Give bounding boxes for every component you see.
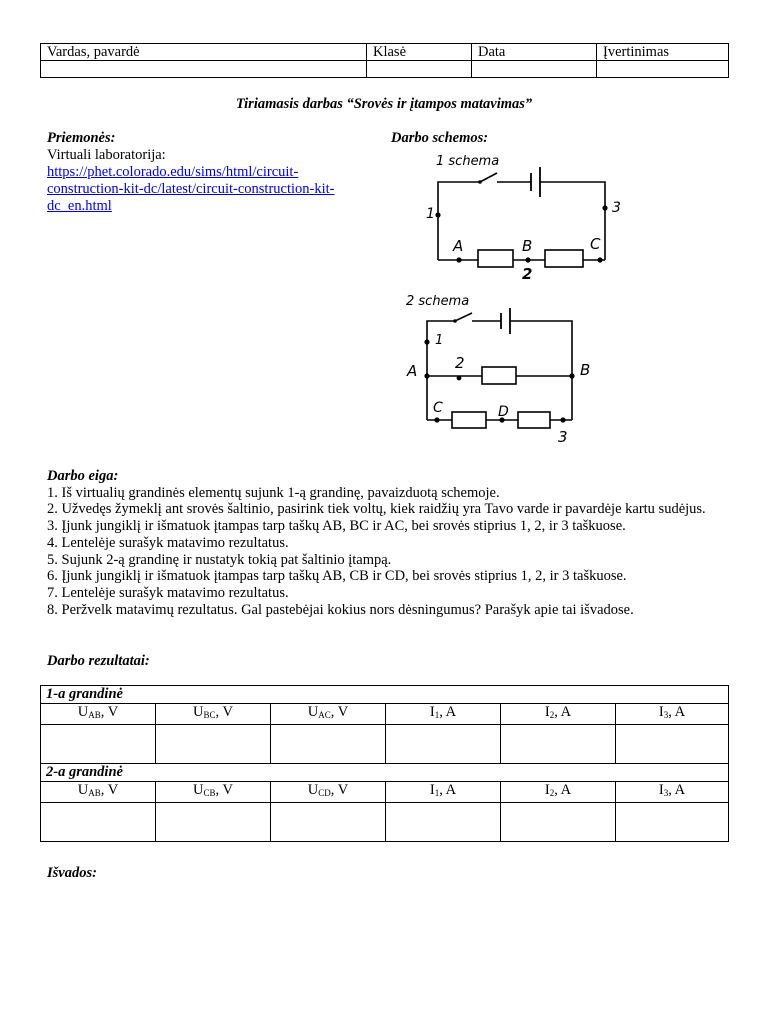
equipment-heading: Priemonės: — [47, 130, 116, 146]
table2-value-cell[interactable] — [501, 803, 616, 842]
procedure-step-7: 7. Lentelėje surašyk matavimo rezultatus. — [47, 584, 289, 601]
results-heading: Darbo rezultatai: — [47, 653, 150, 669]
scheme1-point-3: 3 — [612, 200, 621, 216]
table1-title: 1-a grandinė — [41, 686, 729, 704]
table2-header-i1: $I_1$, A — [386, 782, 501, 803]
equipment-section — [47, 130, 367, 215]
name-header: Vardas, pavardė — [41, 44, 367, 61]
phet-link-line-3: dc_en.html — [47, 198, 112, 214]
table1-value-cell[interactable] — [156, 725, 271, 764]
table2-header-ucd: $U_{CD}$, V — [271, 782, 386, 803]
table1-value-cell[interactable] — [501, 725, 616, 764]
table2-header-ucb: $U_{CB}$, V — [156, 782, 271, 803]
table2-header-row — [41, 782, 729, 803]
grade-header: Įvertinimas — [597, 44, 729, 61]
results-table — [40, 685, 729, 842]
phet-link-line-2: construction-kit-dc/latest/circuit-construction-kit- — [47, 181, 335, 197]
table2-value-cell[interactable] — [271, 803, 386, 842]
procedure-step-5: 5. Sujunk 2-ą grandinę ir nustatyk tokią pat šaltinio įtampą. — [47, 551, 392, 568]
scheme2-point-1: 1 — [435, 333, 444, 348]
table1-value-cell[interactable] — [41, 725, 156, 764]
scheme1-point-A: A — [453, 237, 464, 255]
phet-link[interactable] — [47, 164, 335, 214]
procedure-step-3: 3. Įjunk jungiklį ir išmatuok įtampas tarp taškų AB, BC ir AC, bei srovės stiprius 1, 2, ir 3 taškuose. — [47, 518, 626, 535]
scheme1-point-2: 2 — [522, 265, 533, 283]
class-header: Klasė — [367, 44, 472, 61]
procedure-section — [47, 468, 720, 618]
table2-value-cell[interactable] — [616, 803, 729, 842]
table2-value-row — [41, 803, 729, 842]
schemes-heading: Darbo schemos: — [391, 130, 489, 146]
scheme2-point-2: 2 — [455, 354, 465, 372]
equipment-intro: Virtuali laboratorija: — [47, 147, 166, 163]
scheme1-point-1: 1 — [426, 206, 435, 222]
student-info-table — [40, 43, 729, 78]
class-cell[interactable] — [367, 61, 472, 78]
date-header: Data — [472, 44, 597, 61]
scheme2-point-C: C — [433, 400, 443, 416]
scheme2-point-B: B — [580, 361, 591, 379]
scheme2-point-A: A — [407, 362, 418, 380]
procedure-step-2: 2. Užvedęs žymeklį ant srovės šaltinio, pasirink tiek voltų, kiek raidžių yra Tavo varde ir pavardėje kartu sudėjus. — [47, 501, 706, 518]
conclusions-heading: Išvados: — [47, 865, 97, 881]
table1-value-cell[interactable] — [386, 725, 501, 764]
scheme2-point-D: D — [498, 404, 509, 420]
phet-link-line-1: https://phet.colorado.edu/sims/html/circuit- — [47, 164, 299, 180]
scheme1-title: 1 schema — [436, 154, 500, 169]
table2-value-cell[interactable] — [41, 803, 156, 842]
procedure-step-6: 6. Įjunk jungiklį ir išmatuok įtampas tarp taškų AB, CB ir CD, bei srovės stiprius 1, 2, ir 3 taškuose. — [47, 568, 627, 585]
procedure-step-8: 8. Peržvelk matavimų rezultatus. Gal pastebėjai kokius nors dėsningumus? Parašyk apie tai išvadose. — [47, 601, 634, 618]
circuit-diagram-2 — [400, 290, 650, 450]
circuit-diagram-1 — [400, 145, 650, 285]
table2-value-cell[interactable] — [156, 803, 271, 842]
name-cell[interactable] — [41, 61, 367, 78]
student-info-input-row — [41, 61, 729, 78]
table2-value-cell[interactable] — [386, 803, 501, 842]
table1-header-uab: $U_{AB}$, V — [41, 704, 156, 725]
table2-header-i3: $I_3$, A — [616, 782, 729, 803]
scheme1-point-B: B — [522, 237, 533, 255]
page-title: Tiriamasis darbas “Srovės ir įtampos matavimas” — [235, 96, 533, 112]
table2-title: 2-a grandinė — [41, 764, 729, 782]
date-cell[interactable] — [472, 61, 597, 78]
table1-header-uac: $U_{AC}$, V — [271, 704, 386, 725]
table1-value-cell[interactable] — [271, 725, 386, 764]
scheme2-point-3: 3 — [558, 428, 568, 446]
table1-header-row — [41, 704, 729, 725]
scheme1-point-C: C — [590, 235, 601, 253]
table2-header-i2: $I_2$, A — [501, 782, 616, 803]
procedure-step-4: 4. Lentelėje surašyk matavimo rezultatus. — [47, 534, 289, 551]
table1-value-cell[interactable] — [616, 725, 729, 764]
procedure-step-1: 1. Iš virtualių grandinės elementų sujunk 1-ą grandinę, pavaizduotą schemoje. — [47, 484, 500, 501]
table1-header-ubc: $U_{BC}$, V — [156, 704, 271, 725]
table2-title-row — [41, 764, 729, 782]
procedure-heading: Darbo eiga: — [47, 468, 119, 484]
table1-value-row — [41, 725, 729, 764]
table1-title-row — [41, 686, 729, 704]
scheme2-title: 2 schema — [406, 294, 470, 309]
table1-header-i3: $I_3$, A — [616, 704, 729, 725]
student-info-header-row — [41, 44, 729, 61]
table2-header-uab: $U_{AB}$, V — [41, 782, 156, 803]
table1-header-i2: $I_2$, A — [501, 704, 616, 725]
table1-header-i1: $I_1$, A — [386, 704, 501, 725]
grade-cell[interactable] — [597, 61, 729, 78]
